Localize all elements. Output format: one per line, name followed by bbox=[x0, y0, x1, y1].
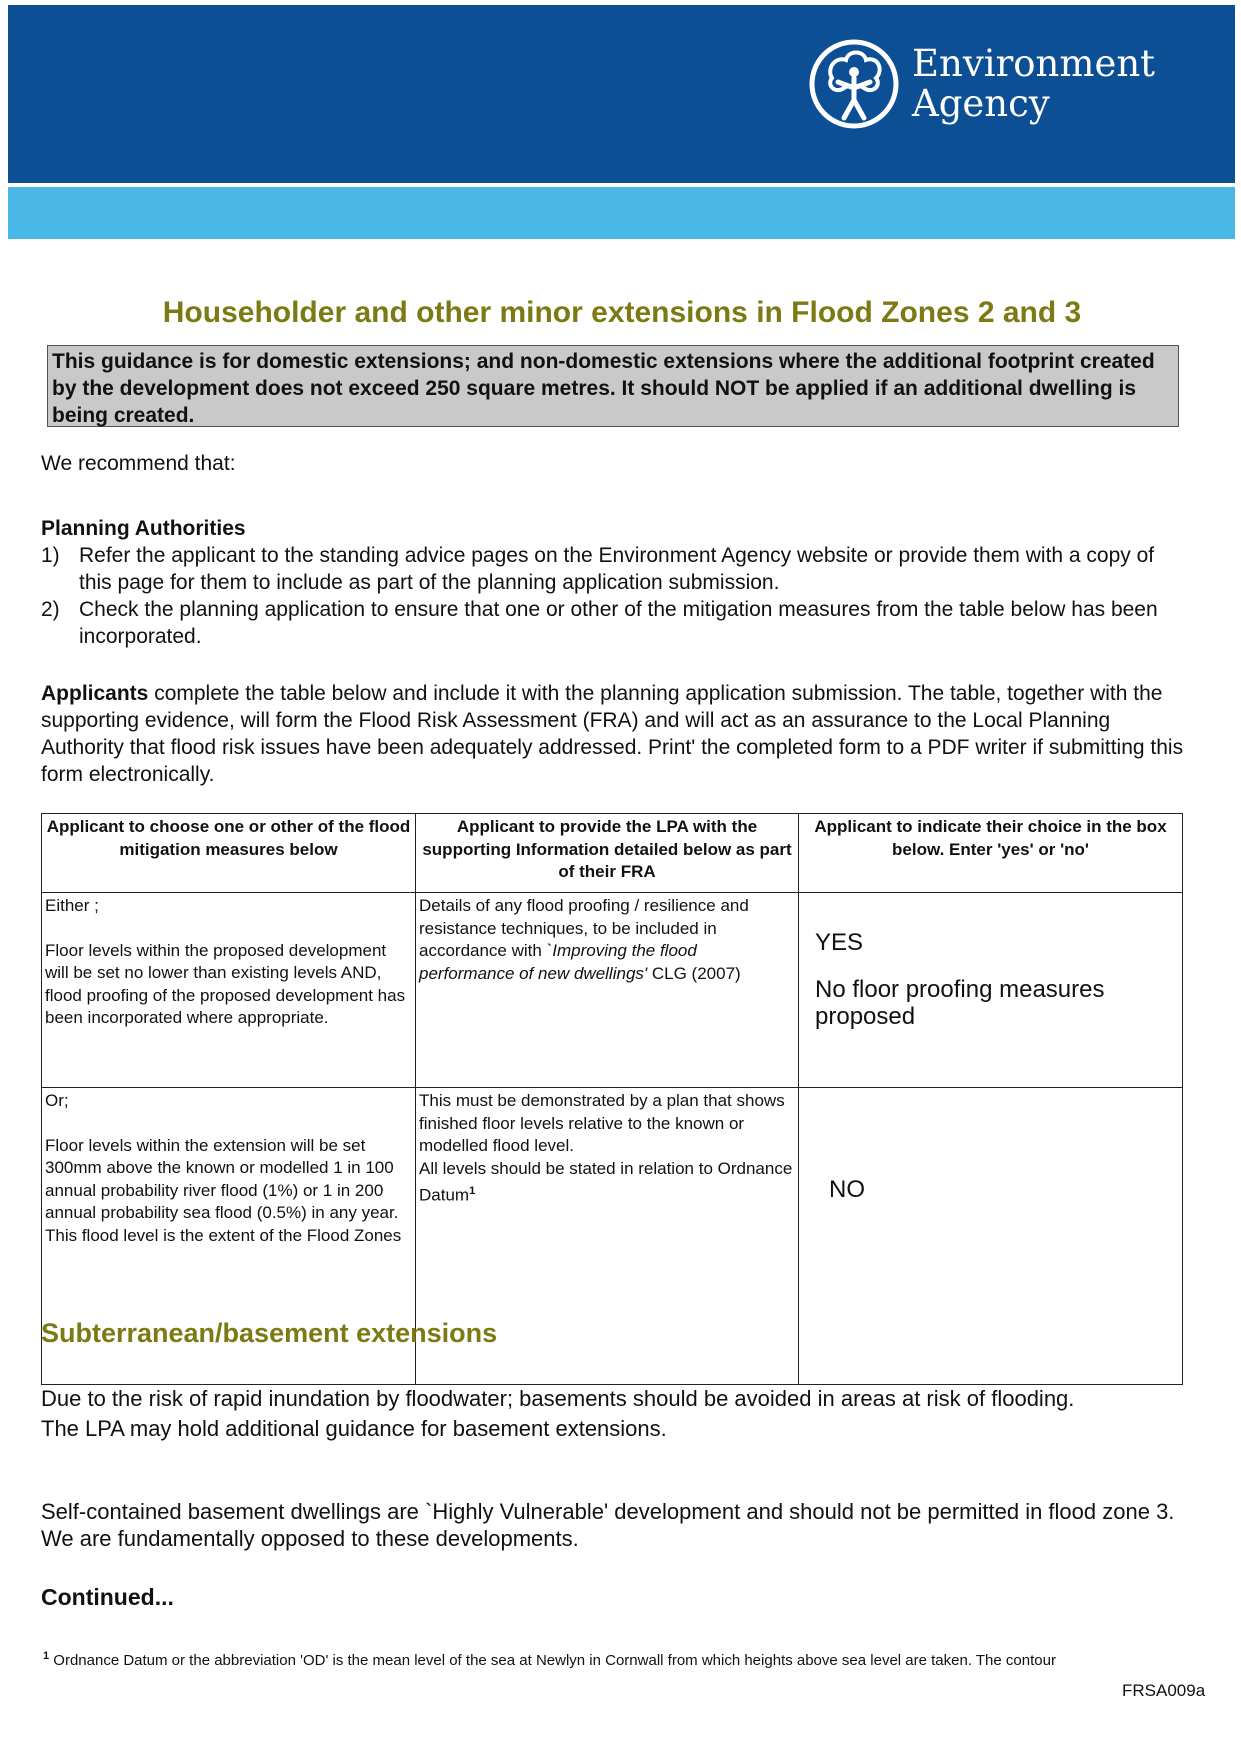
applicants-lead: Applicants bbox=[41, 682, 149, 705]
list-item bbox=[41, 596, 1191, 650]
choice-value: NO bbox=[829, 1176, 865, 1203]
measure-cell bbox=[42, 893, 416, 1088]
continued-label: Continued... bbox=[41, 1584, 174, 1610]
applicants-paragraph bbox=[41, 680, 1191, 788]
info-text-end: CLG (2007) bbox=[647, 963, 741, 983]
column-header: Applicant to choose one or other of the flood mitigation measures below bbox=[42, 814, 416, 893]
info-text: This must be demonstrated by a plan that shows finished floor levels relative to the known or modelled flood level. bbox=[419, 1091, 785, 1155]
logo-line1: Environment bbox=[912, 42, 1156, 85]
planning-authorities-heading: Planning Authorities bbox=[41, 517, 246, 540]
step-text: Check the planning application to ensure that one or other of the mitigation measures from the table below has been incorporated. bbox=[79, 598, 1158, 648]
info-cell bbox=[416, 893, 799, 1088]
column-header: Applicant to provide the LPA with the supporting Information detailed below as part of their FRA bbox=[416, 814, 799, 893]
logo-text bbox=[912, 44, 1155, 124]
document-reference: FRSA009a bbox=[1122, 1681, 1206, 1700]
scope-note: This guidance is for domestic extensions; and non-domestic extensions where the additional footprint created by the development does not exceed 250 square metres. It should NOT be applied if an additional dwelling is being created. bbox=[47, 345, 1179, 427]
info-text: All levels should be stated in relation to Ordnance Datum bbox=[419, 1158, 793, 1205]
publication-title: `Improving the flood performance of new dwellings' bbox=[419, 941, 697, 983]
info-text: Details of any flood proofing / resilience and resistance techniques, to be included in accordance with bbox=[419, 896, 749, 960]
list-item bbox=[41, 542, 1191, 596]
choice-cell[interactable] bbox=[799, 1088, 1183, 1385]
basement-heading: Subterranean/basement extensions bbox=[41, 1318, 498, 1348]
basement-guidance bbox=[41, 1384, 1191, 1444]
choice-value: YES bbox=[815, 929, 864, 956]
basement-para3: Self-contained basement dwellings are `Highly Vulnerable' development and should not be permitted in flood zone 3. We are fundamentally opposed to these developments. bbox=[41, 1499, 1175, 1551]
header-stripe bbox=[8, 187, 1235, 239]
authority-steps bbox=[41, 542, 1191, 650]
mitigation-table bbox=[41, 813, 1183, 1385]
footnote-mark: 1 bbox=[43, 1650, 50, 1662]
column-header: Applicant to indicate their choice in the box below. Enter 'yes' or 'no' bbox=[799, 814, 1183, 893]
footnote bbox=[43, 1650, 1056, 1669]
choice-note: No floor proofing measures proposed bbox=[815, 976, 1105, 1030]
measure-text: Floor levels within the extension will be set 300mm above the known or modelled 1 in 100 annual probability river flood (1%) or 1 in 200 annual probability sea flood (0.5%) in any year. This flood level is the extent of the Flood Zones bbox=[45, 1135, 402, 1245]
step-number: 2) bbox=[41, 598, 60, 621]
page-title: Householder and other minor extensions in Flood Zones 2 and 3 bbox=[162, 296, 1082, 329]
option-label: Either ; bbox=[45, 896, 99, 915]
applicants-text: complete the table below and include it with the planning application submission. The table, together with the supporting evidence, will form the Flood Risk Assessment (FRA) and will act as an assurance to the Local Planning Authority that flood risk issues have been adequately addressed. Print' the completed form to a PDF writer if submitting this form electronically. bbox=[41, 682, 1184, 786]
table-header-row bbox=[42, 814, 1183, 893]
footnote-text: Ordnance Datum or the abbreviation 'OD' is the mean level of the sea at Newlyn in Cornwall from which heights above sea level are taken. The contour bbox=[49, 1652, 1056, 1669]
measure-text: Floor levels within the proposed development will be set no lower than existing levels AND, flood proofing of the proposed development has been incorporated where appropriate. bbox=[45, 940, 406, 1027]
agency-emblem-icon bbox=[808, 38, 900, 130]
footnote-marker: 1 bbox=[469, 1185, 476, 1197]
basement-para1: Due to the risk of rapid inundation by floodwater; basements should be avoided in areas at risk of flooding. bbox=[41, 1386, 1075, 1411]
step-number: 1) bbox=[41, 544, 60, 567]
logo-line2: Agency bbox=[912, 82, 1050, 125]
environment-agency-logo bbox=[808, 38, 1155, 130]
intro-text: We recommend that: bbox=[41, 452, 236, 475]
choice-cell[interactable] bbox=[799, 893, 1183, 1088]
table-row bbox=[42, 893, 1183, 1088]
basement-para2: The LPA may hold additional guidance for basement extensions. bbox=[41, 1416, 667, 1441]
step-text: Refer the applicant to the standing advice pages on the Environment Agency website or provide them with a copy of this page for them to include as part of the planning application submission. bbox=[79, 544, 1155, 594]
option-label: Or; bbox=[45, 1091, 69, 1110]
